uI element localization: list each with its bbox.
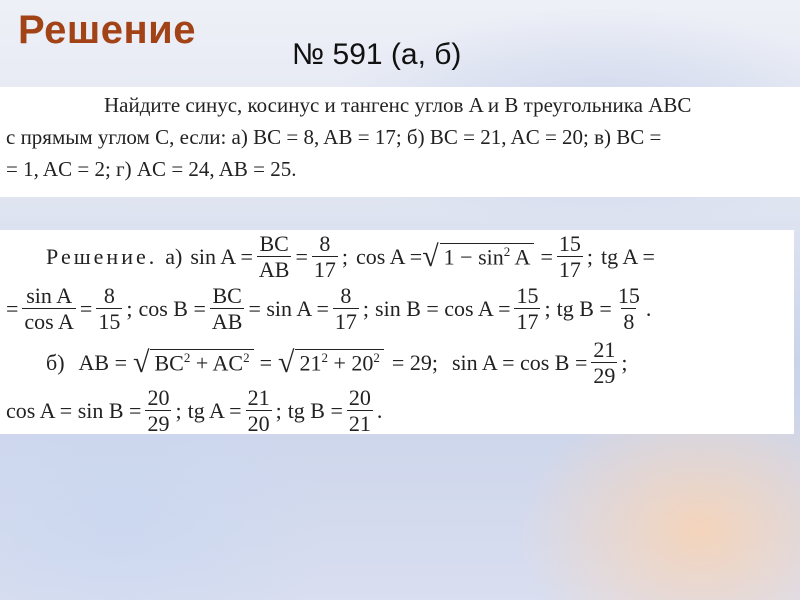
- sqrt-sign: √: [133, 345, 150, 379]
- sinA-label: sin A =: [190, 243, 253, 269]
- radicand: $BC^2 + AC^2$: [150, 349, 253, 376]
- fraction: $\frac{15}{17}$: [558, 231, 581, 283]
- fraction: $\frac{21}{29}$: [593, 337, 616, 389]
- sqrt-sign: √: [422, 239, 439, 273]
- solution-line-3: [46, 338, 628, 387]
- cosB-label: cos B =: [138, 295, 206, 321]
- fraction: $\frac{8}{17}$: [334, 283, 357, 335]
- separator: ;: [586, 243, 593, 269]
- sqrt-sign: √: [278, 345, 295, 379]
- AB-label: AB =: [78, 349, 127, 375]
- part-b-label: б): [46, 349, 65, 375]
- problem-number: № 591 (а, б): [292, 38, 462, 71]
- tgB-label: tg B =: [556, 295, 612, 321]
- task-line-3: = 1, AC = 2; г) AC = 24, AB = 25.: [6, 157, 297, 181]
- fraction: $\frac{8}{17}$: [313, 231, 336, 283]
- separator: ;: [126, 295, 133, 321]
- separator: ;: [544, 295, 551, 321]
- solution-panel: [0, 230, 794, 437]
- fraction: $\frac{BC}{AB}$: [211, 283, 243, 335]
- separator: ;: [341, 243, 348, 269]
- cosA-label: cos A =: [355, 243, 423, 269]
- slide-title: Решение: [18, 8, 197, 52]
- equals: =: [79, 295, 93, 321]
- tgA-label: tg A =: [600, 243, 655, 269]
- tgA-label: tg A =: [187, 397, 242, 423]
- separator: ;: [362, 295, 370, 321]
- sinA-mid: = sin A =: [248, 295, 329, 321]
- solution-line-4: [6, 386, 382, 435]
- equals: =: [6, 295, 19, 321]
- result-29: = 29;: [391, 349, 438, 375]
- sinA-cosB-label: sin A = cos B =: [451, 349, 588, 375]
- radicand: $21^2 + 20^2$: [295, 349, 383, 376]
- fraction: $\frac{20}{21}$: [348, 385, 371, 437]
- fraction: $\frac{20}{29}$: [147, 385, 170, 437]
- part-a-label: а): [165, 243, 183, 269]
- tgB-label: tg B =: [287, 397, 343, 423]
- task-line-1: Найдите синус, косинус и тангенс углов A и B треугольника ABC: [104, 93, 692, 117]
- solution-line-1: [46, 232, 655, 281]
- equals: =: [259, 349, 273, 375]
- separator: ;: [275, 397, 282, 423]
- period: .: [645, 295, 652, 321]
- separator: ;: [621, 349, 628, 375]
- solution-heading: Решение.: [46, 243, 158, 269]
- period: .: [376, 397, 383, 423]
- separator: ;: [175, 397, 182, 423]
- sinB-label: sin B = cos A =: [375, 295, 511, 321]
- fraction: $\frac{\text{sin A}}{\text{cos A}}$: [24, 283, 74, 335]
- cosA-sinB-label: cos A = sin B =: [6, 397, 142, 423]
- fraction: $\frac{15}{8}$: [617, 283, 640, 335]
- task-line-2: с прямым углом C, если: а) BC = 8, AB = 17; б) BC = 21, AC = 20; в) BC =: [6, 125, 662, 149]
- equals: =: [295, 243, 308, 269]
- task-statement-panel: [0, 87, 800, 197]
- equals: =: [540, 243, 553, 269]
- fraction: $\frac{BC}{AB}$: [258, 231, 290, 283]
- solution-line-2: [6, 284, 651, 333]
- fraction: $\frac{8}{15}$: [98, 283, 121, 335]
- fraction: $\frac{21}{20}$: [247, 385, 270, 437]
- radicand: $1 - \sin^2 A$: [440, 243, 535, 270]
- fraction: $\frac{15}{17}$: [516, 283, 539, 335]
